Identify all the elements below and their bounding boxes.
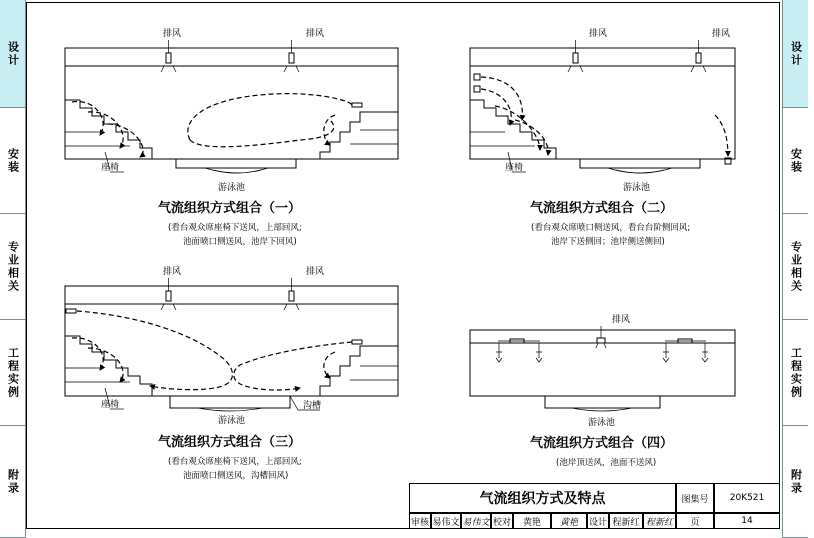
reviewer-signature: 易伟文 bbox=[461, 513, 491, 529]
side-tab-examples-right[interactable]: 工程实例 bbox=[782, 320, 808, 426]
exhaust-label: 排风 bbox=[163, 29, 182, 39]
side-tab-examples-left[interactable]: 工程实例 bbox=[0, 320, 26, 426]
page-number: 14 bbox=[714, 513, 780, 529]
exhaust-label: 排风 bbox=[589, 29, 608, 39]
atlas-number: 20K521 bbox=[714, 483, 780, 513]
diagram-2-note-1: (看台观众席喷口侧送风，看台台阶侧回风; bbox=[531, 223, 691, 233]
diagram-1 bbox=[65, 27, 398, 247]
seat-label: 座椅 bbox=[505, 163, 524, 173]
atlas-label: 图集号 bbox=[676, 483, 714, 513]
diagram-2-note-2: 池岸下送侧回；池岸侧送侧回) bbox=[551, 237, 665, 247]
title-block bbox=[409, 483, 780, 529]
side-tab-appendix-left[interactable]: 附录 bbox=[0, 426, 26, 538]
seat-label: 座椅 bbox=[101, 163, 120, 173]
page-label: 页 bbox=[676, 513, 714, 529]
side-tab-related-right[interactable]: 专业相关 bbox=[782, 214, 808, 320]
seat-label: 座椅 bbox=[101, 400, 120, 410]
side-tab-related-left[interactable]: 专业相关 bbox=[0, 214, 26, 320]
diagram-4-note-1: (池岸顶送风，池面不送风) bbox=[556, 458, 657, 468]
pool-label: 游泳池 bbox=[218, 183, 246, 193]
diagram-1-title: 气流组织方式组合（一） bbox=[158, 201, 302, 216]
drawing-title: 气流组织方式及特点 bbox=[409, 483, 676, 513]
diagram-3-title: 气流组织方式组合（三） bbox=[158, 435, 302, 450]
trench-label: 沟槽 bbox=[303, 401, 322, 411]
pool-label: 游泳池 bbox=[588, 418, 616, 428]
side-tab-design-left[interactable]: 设计 bbox=[0, 0, 26, 108]
exhaust-label: 排风 bbox=[612, 315, 631, 325]
exhaust-label: 排风 bbox=[306, 29, 325, 39]
diagram-4 bbox=[470, 313, 735, 468]
designer-signature: 程新红 bbox=[643, 513, 676, 529]
check-label: 校对 bbox=[491, 513, 513, 529]
checker-signature: 黄艳 bbox=[551, 513, 587, 529]
reviewer-name: 易伟文 bbox=[431, 513, 461, 529]
exhaust-label: 排风 bbox=[306, 267, 325, 277]
review-label: 审核 bbox=[409, 513, 431, 529]
diagram-3 bbox=[65, 265, 398, 481]
diagram-2 bbox=[470, 27, 735, 247]
side-tab-appendix-right[interactable]: 附录 bbox=[782, 426, 808, 538]
side-tab-install-left[interactable]: 安装 bbox=[0, 108, 26, 214]
exhaust-label: 排风 bbox=[712, 29, 731, 39]
exhaust-label: 排风 bbox=[163, 267, 182, 277]
design-label: 设计 bbox=[587, 513, 609, 529]
pool-label: 游泳池 bbox=[623, 183, 651, 193]
designer-name: 程新红 bbox=[609, 513, 643, 529]
diagram-3-note-1: (看台观众席座椅下送风，上部回风; bbox=[168, 457, 302, 467]
pool-label: 游泳池 bbox=[218, 416, 246, 426]
checker-name: 黄艳 bbox=[513, 513, 551, 529]
diagram-2-title: 气流组织方式组合（二） bbox=[530, 201, 674, 216]
diagram-3-note-2: 池面喷口侧送风，沟槽回风) bbox=[183, 471, 289, 481]
side-tab-design-right[interactable]: 设计 bbox=[782, 0, 808, 108]
side-tab-install-right[interactable]: 安装 bbox=[782, 108, 808, 214]
diagram-1-note-2: 池面喷口侧送风，池岸下回风) bbox=[183, 237, 297, 247]
diagram-4-title: 气流组织方式组合（四） bbox=[530, 436, 674, 451]
diagram-1-note-1: (看台观众席座椅下送风，上部回风; bbox=[168, 223, 302, 233]
